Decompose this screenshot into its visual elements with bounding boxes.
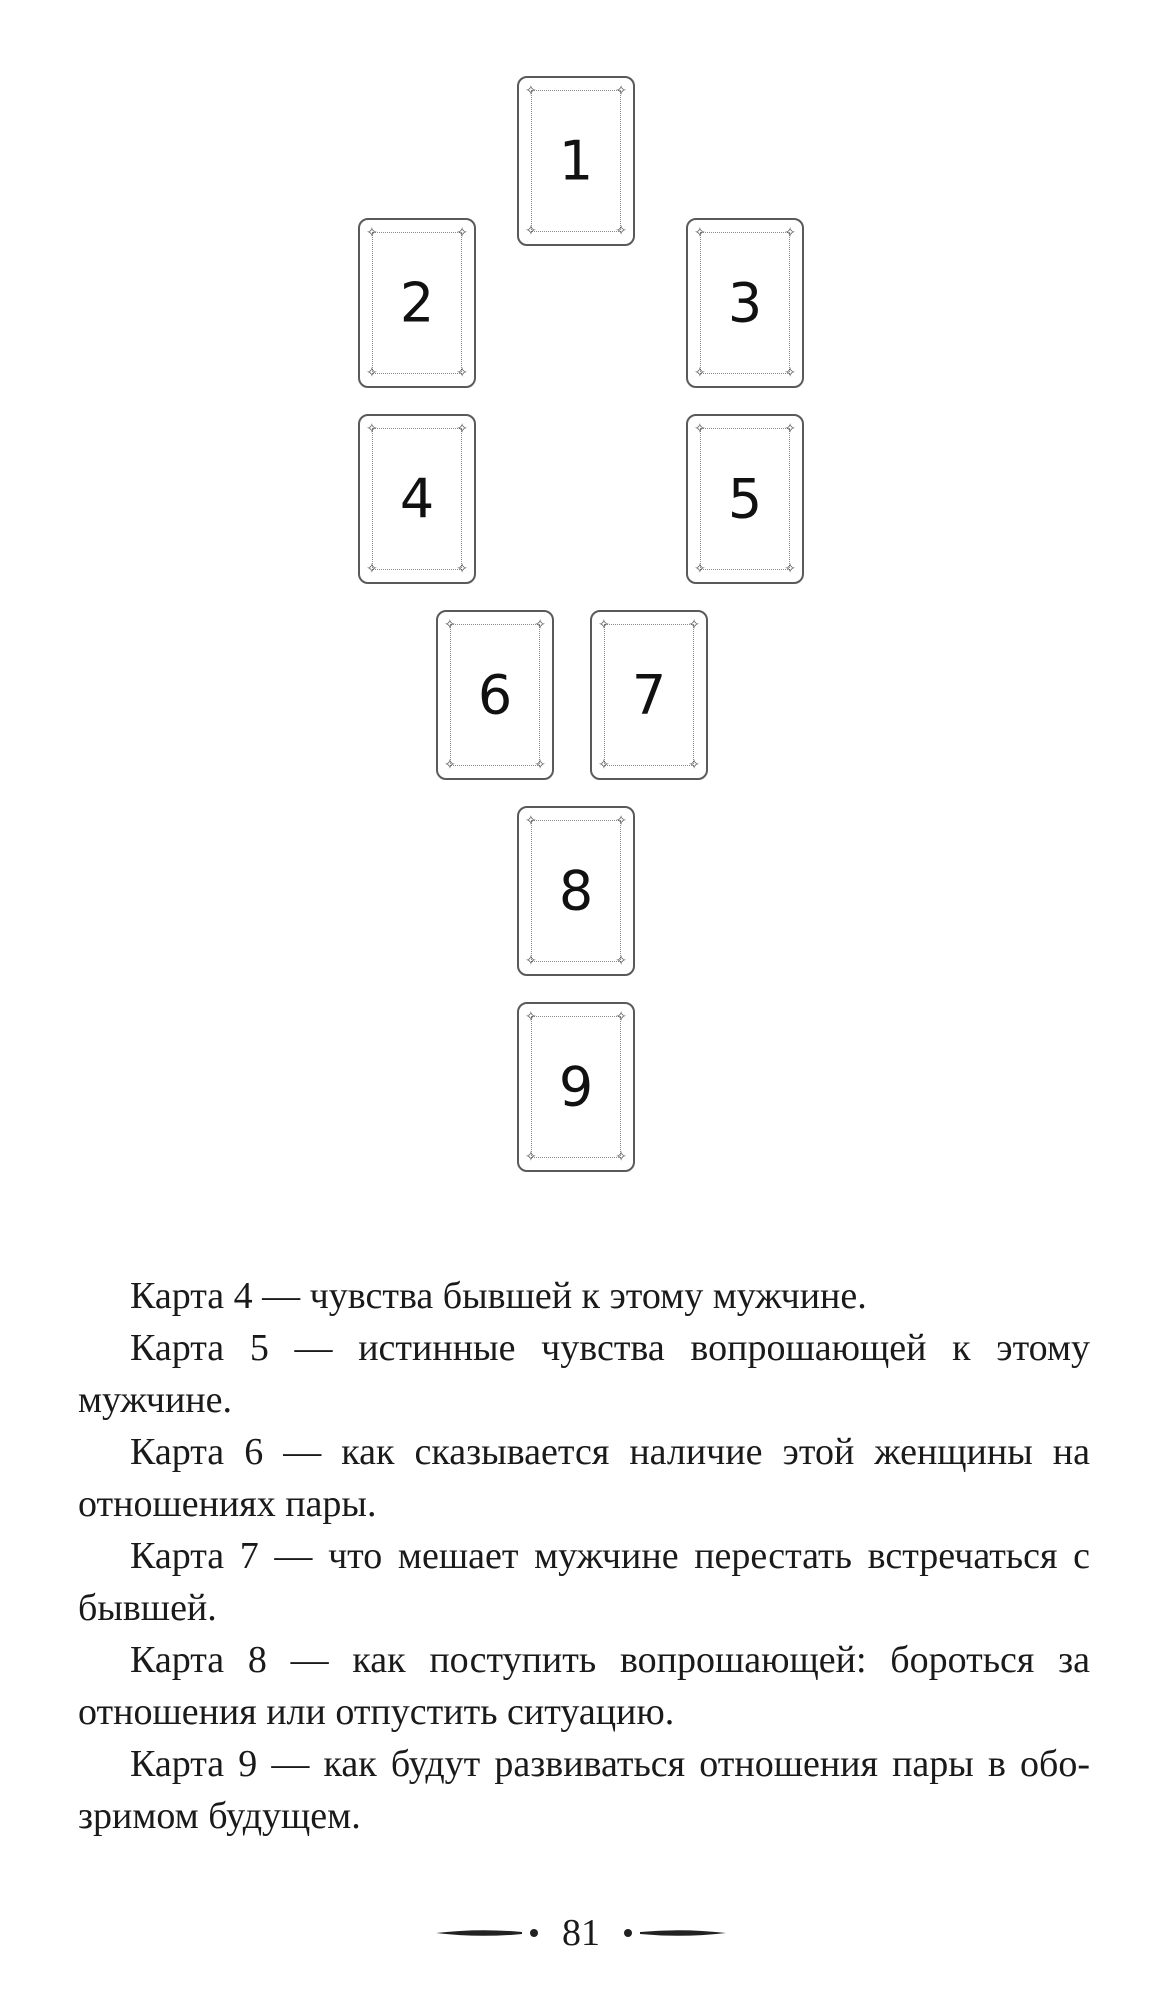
card-number: 9 [558,1055,594,1119]
card-1 [517,76,635,246]
paragraph-card-5: Карта 5 — истинные чувства вопрошающей к этому мужчине. [78,1327,1090,1421]
star-icon: ✧ [534,757,546,773]
star-icon: ✧ [615,1149,627,1165]
star-icon: ✧ [615,1009,627,1025]
star-icon: ✧ [444,617,456,633]
star-icon: ✧ [456,421,468,437]
card-9 [517,1002,635,1172]
star-icon: ✧ [694,561,706,577]
star-icon: ✧ [366,225,378,241]
card-number: 1 [558,129,594,193]
paragraph-card-8: Карта 8 — как поступить вопрошающей: бороться за отношения или отпустить ситуацию. [78,1639,1090,1733]
paragraph-card-4: Карта 4 — чувства бывшей к этому мужчине. [130,1275,867,1317]
star-icon: ✧ [456,561,468,577]
star-icon: ✧ [598,757,610,773]
left-ornament-icon [434,1925,544,1941]
page-footer [0,1908,1162,1958]
paragraph-card-6: Карта 6 — как сказывается наличие этой женщины на отношениях пары. [78,1431,1090,1525]
star-icon: ✧ [525,813,537,829]
star-icon: ✧ [366,421,378,437]
right-ornament-icon [618,1925,728,1941]
page-number: 81 [562,1912,600,1954]
body-text [78,1270,1090,1842]
card-8 [517,806,635,976]
card-number: 8 [558,859,594,923]
star-icon: ✧ [694,421,706,437]
star-icon: ✧ [456,365,468,381]
card-7 [590,610,708,780]
star-icon: ✧ [615,83,627,99]
star-icon: ✧ [366,365,378,381]
star-icon: ✧ [784,365,796,381]
star-icon: ✧ [615,223,627,239]
star-icon: ✧ [694,225,706,241]
star-icon: ✧ [456,225,468,241]
star-icon: ✧ [525,1009,537,1025]
card-number: 3 [727,271,763,335]
star-icon: ✧ [688,617,700,633]
star-icon: ✧ [525,83,537,99]
card-number: 5 [727,467,763,531]
star-icon: ✧ [534,617,546,633]
star-icon: ✧ [525,223,537,239]
star-icon: ✧ [615,953,627,969]
star-icon: ✧ [366,561,378,577]
star-icon: ✧ [525,953,537,969]
star-icon: ✧ [688,757,700,773]
star-icon: ✧ [598,617,610,633]
star-icon: ✧ [784,421,796,437]
card-2 [358,218,476,388]
card-number: 6 [477,663,513,727]
star-icon: ✧ [525,1149,537,1165]
paragraph-card-7: Карта 7 — что мешает мужчине перестать встречаться с бывшей. [78,1535,1090,1629]
star-icon: ✧ [694,365,706,381]
star-icon: ✧ [444,757,456,773]
card-5 [686,414,804,584]
card-number: 4 [399,467,435,531]
card-number: 7 [631,663,667,727]
star-icon: ✧ [615,813,627,829]
card-number: 2 [399,271,435,335]
star-icon: ✧ [784,561,796,577]
star-icon: ✧ [784,225,796,241]
paragraph-card-9: Карта 9 — как будут развиваться отношения пары в обозримом будущем. [78,1743,1090,1837]
card-4 [358,414,476,584]
card-6 [436,610,554,780]
card-3 [686,218,804,388]
